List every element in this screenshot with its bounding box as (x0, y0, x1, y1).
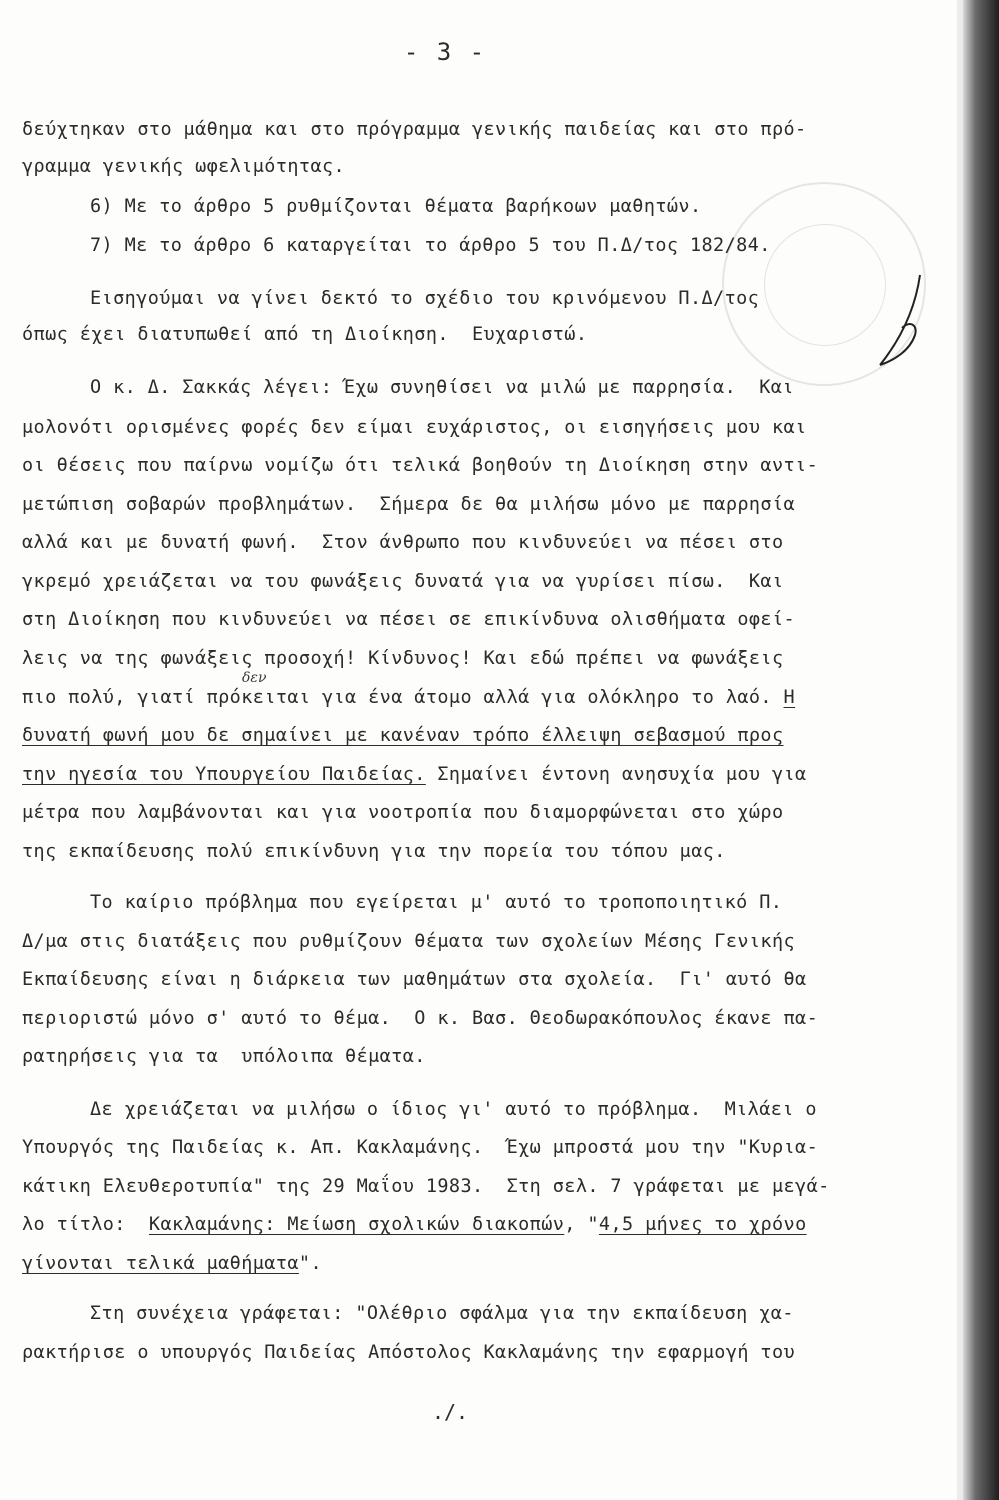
text-line: Ο κ. Δ. Σακκάς λέγει: Έχω συνηθίσει να μιλώ με παρρησία. Και (90, 377, 794, 398)
text-line: Υπουργός της Παιδείας κ. Απ. Κακλαμάνης. Έχω μπροστά μου την "Κυρια- (22, 1137, 819, 1158)
text-line: αλλά και με δυνατή φωνή. Στον άνθρωπο που κινδυνεύει να πέσει στο (22, 532, 784, 553)
text-line (22, 763, 807, 787)
page-number: - 3 - (403, 38, 487, 66)
underlined-segment: Κακλαμάνης: Μείωση σχολικών διακοπών (148, 1214, 565, 1235)
underlined-segment: 4,5 μήνες το χρόνο (598, 1214, 807, 1235)
text-line: Το καίριο πρόβλημα που εγείρεται μ' αυτό το τροποποιητικό Π. (90, 892, 783, 913)
underlined-segment: την ηγεσία του Υπουργείου Παιδείας. (22, 764, 426, 785)
text-line: 6) Με το άρθρο 5 ρυθμίζονται θέματα βαρήκοων μαθητών. (90, 196, 702, 217)
text-line: οι θέσεις που παίρνω νομίζω ότι τελικά βοηθούν τη Διοίκηση στην αντι- (22, 455, 819, 476)
text-line: Εισηγούμαι να γίνει δεκτό το σχέδιο του κρινόμενου Π.Δ/τος (90, 288, 760, 309)
text-segment: ". (298, 1253, 322, 1274)
text-line: στη Διοίκηση που κινδυνεύει να πέσει σε επικίνδυνα ολισθήματα οφεί- (22, 609, 796, 630)
text-segment: λο τίτλο: (22, 1214, 149, 1235)
text-line: Εκπαίδευσης είναι η διάρκεια των μαθημάτων στα σχολεία. Γι' αυτό θα (22, 969, 807, 990)
handwritten-insertion: δεν (242, 670, 267, 686)
text-line: γραμμα γενικής ωφελιμότητας. (22, 156, 346, 177)
text-line: γκρεμό χρειάζεται να του φωνάξεις δυνατά για να γυρίσει πίσω. Και (22, 571, 784, 592)
text-line: κάτικη Ελευθεροτυπία" της 29 Μαΐου 1983. Στη σελ. 7 γράφεται με μεγά- (22, 1176, 830, 1197)
underlined-segment: γίνονται τελικά μαθήματα (22, 1253, 299, 1274)
page-edge-shadow (963, 0, 999, 1500)
text-line: μολονότι ορισμένες φορές δεν είμαι ευχάριστος, οι εισηγήσεις μου και (22, 417, 807, 438)
text-line: ρατηρήσεις για τα υπόλοιπα θέματα. (22, 1046, 426, 1067)
text-line (22, 1213, 807, 1237)
text-line: όπως έχει διατυπωθεί από τη Διοίκηση. Ευχαριστώ. (22, 324, 588, 345)
text-line: δεύχτηκαν στο μάθημα και στο πρόγραμμα γενικής παιδείας και στο πρό- (22, 119, 807, 140)
text-line: μέτρα που λαμβάνονται και για νοοτροπία που διαμορφώνεται στο χώρο (22, 802, 784, 823)
continuation-mark: ./. (431, 1400, 469, 1424)
text-line: Στη συνέχεια γράφεται: "Ολέθριο σφάλμα για την εκπαίδευση χα- (90, 1303, 794, 1324)
text-segment: Σημαίνει έντονη ανησυχία μου για (425, 764, 807, 785)
text-line (22, 1252, 322, 1276)
text-segment: , " (564, 1214, 599, 1235)
text-line: λεις να της φωνάξεις προσοχή! Κίνδυνος! Και εδώ πρέπει να φωνάξεις (22, 648, 784, 669)
text-line: περιοριστώ μόνο σ' αυτό το θέμα. Ο κ. Βασ. Θεοδωρακόπουλος έκανε πα- (22, 1008, 819, 1029)
text-line: Δε χρειάζεται να μιλήσω ο ίδιος γι' αυτό το πρόβλημα. Μιλάει ο (90, 1099, 817, 1120)
text-line: της εκπαίδευσης πολύ επικίνδυνη για την πορεία του τόπου μας. (22, 841, 726, 862)
handwritten-signature (860, 270, 940, 380)
text-segment: πιο πολύ, γιατί πρόκειται για ένα άτομο αλλά για ολόκληρο το λαό. (22, 687, 784, 708)
text-line (22, 724, 784, 748)
text-line: 7) Με το άρθρο 6 καταργείται το άρθρο 5 του Π.Δ/τος 182/84. (90, 235, 771, 256)
underlined-segment: Η (783, 687, 796, 708)
text-line: μετώπιση σοβαρών προβλημάτων. Σήμερα δε θα μιλήσω μόνο με παρρησία (22, 494, 796, 515)
underlined-segment: δυνατή φωνή μου δε σημαίνει με κανέναν τρόπο έλλειψη σεβασμού προς (22, 725, 784, 746)
text-line (22, 686, 795, 710)
text-line: ρακτήρισε ο υπουργός Παιδείας Απόστολος Κακλαμάνης την εφαρμογή του (22, 1342, 796, 1363)
text-line: Δ/μα στις διατάξεις που ρυθμίζουν θέματα των σχολείων Μέσης Γενικής (22, 931, 796, 952)
